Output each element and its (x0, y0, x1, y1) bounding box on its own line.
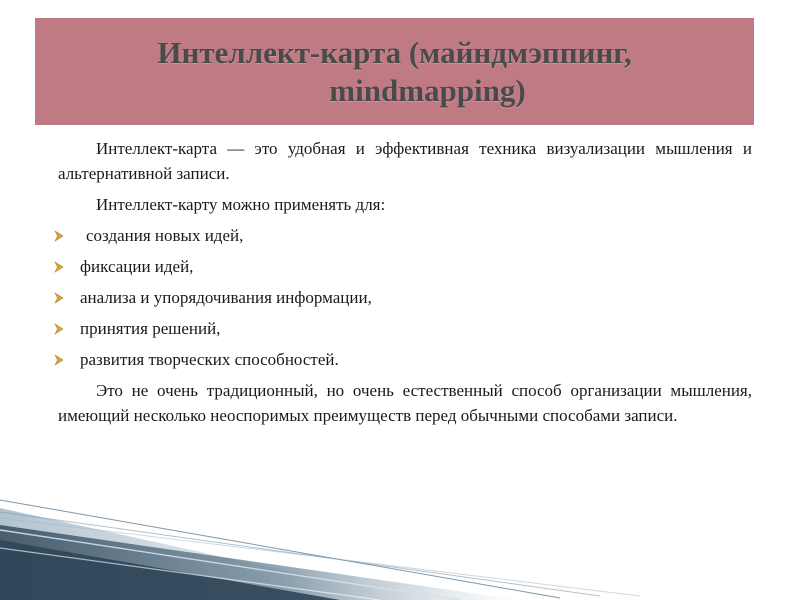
slide-title-line-2: mindmapping) (329, 72, 526, 108)
bullet-text: развития творческих способностей. (80, 350, 339, 369)
bullet-text: создания новых идей, (86, 226, 244, 245)
bullet-text: анализа и упорядочивания информации, (80, 288, 372, 307)
bullet-item (58, 316, 752, 341)
arrowhead-bullet-icon (52, 223, 66, 248)
bullet-item (58, 285, 752, 310)
arrowhead-bullet-icon (52, 285, 66, 310)
arrowhead-bullet-icon (52, 347, 66, 372)
bullet-text: принятия решений, (80, 319, 221, 338)
slide-body (58, 136, 752, 434)
conclusion-paragraph: Это не очень традиционный, но очень естественный способ организации мышления, имеющий несколько неоспоримых преимуществ перед обычными способами записи. (58, 381, 752, 425)
arrowhead-bullet-icon (52, 316, 66, 341)
bullet-item (58, 254, 752, 279)
bullet-text: фиксации идей, (80, 257, 194, 276)
slide-title-line-1: Интеллект-карта (майндмэппинг, (157, 34, 632, 70)
bullet-item (58, 347, 752, 372)
arrowhead-bullet-icon (52, 254, 66, 279)
bullet-item (58, 223, 752, 248)
usage-lead-paragraph: Интеллект-карту можно применять для: (96, 195, 386, 214)
title-banner (35, 18, 754, 125)
intro-paragraph: Интеллект-карта — это удобная и эффективная техника визуализации мышления и альтернативной записи. (58, 139, 752, 183)
decorative-wave-graphic (0, 470, 800, 600)
